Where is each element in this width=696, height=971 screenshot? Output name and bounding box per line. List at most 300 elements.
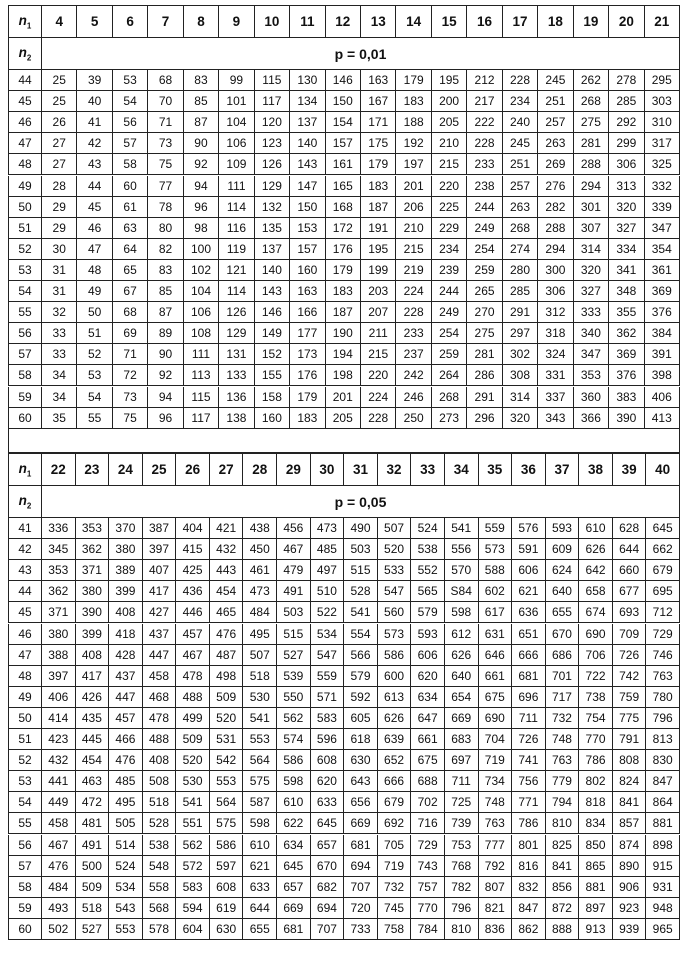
table-cell: 690: [479, 708, 513, 729]
table-cell: 620: [311, 771, 345, 792]
table-cell: 173: [290, 344, 325, 365]
table-cell: 161: [326, 154, 361, 175]
table-cell: 560: [378, 602, 412, 623]
table-cell: 596: [311, 729, 345, 750]
table-cell: 586: [210, 835, 244, 856]
n2-row-header: 52: [8, 750, 42, 771]
table-cell: 704: [479, 729, 513, 750]
table-cell: 588: [479, 560, 513, 581]
table-cell: 306: [609, 154, 644, 175]
table-cell: 89: [148, 323, 183, 344]
table-cell: 166: [290, 302, 325, 323]
table-cell: 408: [143, 750, 177, 771]
table-cell: 534: [109, 877, 143, 898]
table-cell: 56: [113, 112, 148, 133]
table-cell: 670: [546, 624, 580, 645]
table-cell: 187: [326, 302, 361, 323]
table-cell: 499: [176, 708, 210, 729]
table-cell: 646: [479, 645, 513, 666]
table-cell: 270: [467, 302, 502, 323]
table-cell: 179: [361, 154, 396, 175]
table-cell: 30: [42, 239, 77, 260]
table-cell: 205: [432, 112, 467, 133]
table-cell: 578: [143, 919, 177, 940]
table-cell: 509: [176, 729, 210, 750]
table-cell: 269: [538, 154, 573, 175]
table-cell: 428: [109, 645, 143, 666]
table-cell: 78: [148, 197, 183, 218]
table-cell: 530: [176, 771, 210, 792]
table-cell: 586: [277, 750, 311, 771]
table-cell: 575: [210, 813, 244, 834]
table-cell: 753: [445, 835, 479, 856]
table-cell: 251: [538, 91, 573, 112]
table-cell: 369: [609, 344, 644, 365]
table-cell: 362: [42, 581, 76, 602]
table-cell: 183: [396, 91, 431, 112]
table-cell: 92: [148, 365, 183, 386]
n2-row-header: 59: [8, 898, 42, 919]
table-cell: 768: [445, 856, 479, 877]
table-cell: 553: [243, 729, 277, 750]
table-cell: 784: [411, 919, 445, 940]
n2-row-header: 58: [8, 877, 42, 898]
table-cell: 437: [143, 624, 177, 645]
table-cell: 366: [574, 408, 609, 429]
table-cell: 948: [646, 898, 680, 919]
table-cell: 246: [396, 387, 431, 408]
table-cell: 824: [613, 771, 647, 792]
table-cell: 254: [432, 323, 467, 344]
table-cell: 268: [503, 218, 538, 239]
table-cell: 137: [290, 112, 325, 133]
table-cell: 553: [109, 919, 143, 940]
table-cell: 488: [143, 729, 177, 750]
n1-header: 29: [277, 453, 311, 486]
table-cell: 115: [255, 70, 290, 91]
table-cell: 850: [579, 835, 613, 856]
table-cell: 406: [42, 687, 76, 708]
table-cell: 622: [277, 813, 311, 834]
table-cell: 705: [378, 835, 412, 856]
table-cell: 390: [609, 408, 644, 429]
table-cell: 75: [113, 408, 148, 429]
table-cell: 658: [579, 581, 613, 602]
table-cell: 748: [479, 792, 513, 813]
table-cell: 693: [613, 602, 647, 623]
table-cell: 237: [396, 344, 431, 365]
table-cell: 239: [432, 260, 467, 281]
table-cell: 719: [378, 856, 412, 877]
table-cell: 741: [512, 750, 546, 771]
table-cell: 456: [277, 518, 311, 539]
table-cell: 711: [445, 771, 479, 792]
table-cell: 72: [113, 365, 148, 386]
table-cell: 228: [396, 302, 431, 323]
table-cell: 660: [613, 560, 647, 581]
table-cell: 645: [646, 518, 680, 539]
table-cell: 473: [311, 518, 345, 539]
table-cell: 602: [479, 581, 513, 602]
table-cell: 487: [210, 645, 244, 666]
table-cell: 215: [432, 154, 467, 175]
table-cell: 467: [42, 835, 76, 856]
table-cell: 712: [646, 602, 680, 623]
table-cell: 796: [445, 898, 479, 919]
table-cell: 726: [613, 645, 647, 666]
table-cell: 548: [143, 856, 177, 877]
table-cell: 587: [243, 792, 277, 813]
table-cell: 150: [290, 197, 325, 218]
table-cell: 225: [432, 197, 467, 218]
table-cell: 679: [378, 792, 412, 813]
table-cell: 285: [503, 281, 538, 302]
table-cell: 808: [613, 750, 647, 771]
table-cell: 63: [113, 218, 148, 239]
table-cell: 160: [255, 408, 290, 429]
table-cell: 83: [184, 70, 219, 91]
table-cell: 200: [432, 91, 467, 112]
table-cell: 692: [378, 813, 412, 834]
table-cell: 780: [646, 687, 680, 708]
table-cell: 341: [609, 260, 644, 281]
table-cell: 454: [76, 750, 110, 771]
n2-row-header: 49: [8, 176, 42, 197]
table-cell: 307: [574, 218, 609, 239]
table-cell: 610: [579, 518, 613, 539]
table-cell: 677: [613, 581, 647, 602]
table-cell: 541: [176, 792, 210, 813]
n2-row-header: 53: [8, 771, 42, 792]
table-cell: 295: [645, 70, 680, 91]
table-cell: 126: [219, 302, 254, 323]
n1-header: 6: [113, 5, 148, 38]
table-cell: 652: [378, 750, 412, 771]
table-cell: 507: [243, 645, 277, 666]
table-cell: 565: [411, 581, 445, 602]
n1-header: 40: [646, 453, 680, 486]
table-cell: 733: [344, 919, 378, 940]
table-cell: 61: [113, 197, 148, 218]
table-cell: 52: [77, 344, 112, 365]
table-cell: 488: [176, 687, 210, 708]
table-cell: 138: [219, 408, 254, 429]
table-cell: 50: [77, 302, 112, 323]
table-cell: 244: [432, 281, 467, 302]
table-cell: 538: [143, 835, 177, 856]
table-cell: 515: [344, 560, 378, 581]
table-cell: 197: [396, 154, 431, 175]
table-cell: 825: [546, 835, 580, 856]
table-cell: 847: [512, 898, 546, 919]
table-cell: 310: [645, 112, 680, 133]
table-cell: 666: [512, 645, 546, 666]
table-cell: 75: [148, 154, 183, 175]
table-cell: 68: [113, 302, 148, 323]
table-cell: 106: [184, 302, 219, 323]
table-cell: 729: [646, 624, 680, 645]
table-cell: 503: [277, 602, 311, 623]
table-cell: 759: [613, 687, 647, 708]
table-cell: 443: [210, 560, 244, 581]
table-cell: 527: [277, 645, 311, 666]
table-cell: 437: [109, 666, 143, 687]
table-cell: 574: [277, 729, 311, 750]
table-cell: 371: [42, 602, 76, 623]
table-cell: 268: [574, 91, 609, 112]
table-cell: 666: [378, 771, 412, 792]
table-cell: 201: [396, 176, 431, 197]
table-cell: 90: [148, 344, 183, 365]
table-cell: 518: [143, 792, 177, 813]
table-cell: 34: [42, 387, 77, 408]
n2-row-header: 45: [8, 91, 42, 112]
table-cell: 82: [148, 239, 183, 260]
table-cell: 254: [467, 239, 502, 260]
table-cell: 224: [361, 387, 396, 408]
table-cell: 334: [609, 239, 644, 260]
table-cell: 562: [176, 835, 210, 856]
table-cell: 791: [613, 729, 647, 750]
table-cell: 96: [148, 408, 183, 429]
table-cell: 275: [574, 112, 609, 133]
table-cell: 425: [176, 560, 210, 581]
table-cell: 447: [109, 687, 143, 708]
table-cell: 136: [219, 387, 254, 408]
table-cell: 73: [113, 387, 148, 408]
table-cell: 681: [512, 666, 546, 687]
table-cell: 339: [645, 197, 680, 218]
table-cell: 281: [467, 344, 502, 365]
table-cell: 25: [42, 91, 77, 112]
table-cell: 610: [277, 792, 311, 813]
table-cell: 746: [646, 645, 680, 666]
table-cell: 556: [445, 539, 479, 560]
table-cell: 657: [311, 835, 345, 856]
table-cell: 92: [184, 154, 219, 175]
table-cell: 872: [546, 898, 580, 919]
n2-row-header: 58: [8, 365, 42, 386]
table-cell: 779: [546, 771, 580, 792]
table-cell: 132: [255, 197, 290, 218]
table-cell: 756: [512, 771, 546, 792]
table-cell: 965: [646, 919, 680, 940]
table-cell: 42: [77, 133, 112, 154]
table-cell: 541: [243, 708, 277, 729]
table-cell: 655: [243, 919, 277, 940]
table-cell: 498: [210, 666, 244, 687]
table-cell: 380: [109, 539, 143, 560]
table-cell: 108: [184, 323, 219, 344]
table-cell: 763: [546, 750, 580, 771]
table-cell: 215: [361, 344, 396, 365]
table-cell: 404: [176, 518, 210, 539]
table-cell: 559: [479, 518, 513, 539]
table-cell: 242: [396, 365, 431, 386]
table-cell: 617: [479, 602, 513, 623]
n2-row-header: 43: [8, 560, 42, 581]
table-cell: 553: [210, 771, 244, 792]
table-cell: 644: [243, 898, 277, 919]
table-cell: 716: [411, 813, 445, 834]
table-cell: 541: [445, 518, 479, 539]
table-cell: 48: [77, 260, 112, 281]
table-cell: 354: [645, 239, 680, 260]
table-cell: 129: [219, 323, 254, 344]
table-cell: 146: [326, 70, 361, 91]
table-cell: 697: [445, 750, 479, 771]
table-cell: 527: [76, 919, 110, 940]
table-cell: 360: [574, 387, 609, 408]
table-cell: 111: [184, 344, 219, 365]
p-significance-level: p = 0,01: [42, 38, 680, 70]
table-cell: 898: [646, 835, 680, 856]
table-cell: 77: [148, 176, 183, 197]
table-cell: 786: [579, 750, 613, 771]
table-cell: 25: [42, 70, 77, 91]
table-cell: 515: [277, 624, 311, 645]
n2-row-header: 46: [8, 624, 42, 645]
table-cell: 593: [546, 518, 580, 539]
table-cell: 579: [344, 666, 378, 687]
table-cell: 160: [290, 260, 325, 281]
table-cell: 458: [143, 666, 177, 687]
table-cell: 554: [344, 624, 378, 645]
table-cell: 294: [538, 239, 573, 260]
table-cell: 777: [479, 835, 513, 856]
table-cell: 598: [277, 771, 311, 792]
n2-row-header: 55: [8, 813, 42, 834]
table-cell: 696: [512, 687, 546, 708]
table-cell: 179: [290, 387, 325, 408]
table-cell: 598: [445, 602, 479, 623]
table-cell: 923: [613, 898, 647, 919]
table-cell: 320: [503, 408, 538, 429]
table-cell: 206: [396, 197, 431, 218]
table-cell: 675: [479, 687, 513, 708]
table-cell: 509: [210, 687, 244, 708]
table-cell: 376: [645, 302, 680, 323]
table-cell: 505: [109, 813, 143, 834]
table-cell: 832: [512, 877, 546, 898]
table-cell: 630: [210, 919, 244, 940]
table-cell: 606: [411, 645, 445, 666]
table-cell: 176: [326, 239, 361, 260]
table-cell: 220: [432, 176, 467, 197]
table-cell: 291: [503, 302, 538, 323]
table-cell: 87: [184, 112, 219, 133]
table-cell: 534: [311, 624, 345, 645]
table-cell: 219: [396, 260, 431, 281]
table-cell: 171: [361, 112, 396, 133]
table-cell: 742: [613, 666, 647, 687]
n1-header: 24: [109, 453, 143, 486]
n1-header: 13: [361, 5, 396, 38]
table-cell: 467: [277, 539, 311, 560]
table-cell: 493: [42, 898, 76, 919]
table-cell: 391: [645, 344, 680, 365]
table-cell: 195: [361, 239, 396, 260]
table-cell: 465: [210, 602, 244, 623]
table-cell: 229: [432, 218, 467, 239]
table-cell: 29: [42, 197, 77, 218]
table-cell: 163: [290, 281, 325, 302]
table-cell: 508: [143, 771, 177, 792]
table-cell: 770: [579, 729, 613, 750]
table-cell: 224: [396, 281, 431, 302]
table-cell: 509: [76, 877, 110, 898]
table-cell: 31: [42, 260, 77, 281]
table-cell: 199: [361, 260, 396, 281]
table-cell: 294: [574, 176, 609, 197]
table-cell: 336: [42, 518, 76, 539]
p-significance-level: p = 0,05: [42, 486, 680, 518]
table-cell: 939: [613, 919, 647, 940]
table-cell: 457: [176, 624, 210, 645]
table-cell: 399: [76, 624, 110, 645]
table-cell: 64: [113, 239, 148, 260]
table-cell: 347: [645, 218, 680, 239]
table-cell: 153: [290, 218, 325, 239]
n1-header: 34: [445, 453, 479, 486]
table-cell: 133: [219, 365, 254, 386]
table-cell: 143: [290, 154, 325, 175]
table-cell: 85: [148, 281, 183, 302]
table-cell: 317: [645, 133, 680, 154]
n1-header: 17: [503, 5, 538, 38]
table-cell: 520: [210, 708, 244, 729]
table-cell: 406: [645, 387, 680, 408]
table-cell: 70: [148, 91, 183, 112]
n2-row-header: 56: [8, 835, 42, 856]
table-cell: 888: [546, 919, 580, 940]
table-cell: 720: [344, 898, 378, 919]
table-cell: 43: [77, 154, 112, 175]
table-cell: 620: [411, 666, 445, 687]
table-cell: 669: [344, 813, 378, 834]
table-cell: 847: [646, 771, 680, 792]
table-cell: 117: [255, 91, 290, 112]
table-cell: 608: [210, 877, 244, 898]
table-cell: 661: [479, 666, 513, 687]
n2-row-header: 48: [8, 154, 42, 175]
table-cell: 140: [290, 133, 325, 154]
table-cell: 446: [176, 602, 210, 623]
table-cell: 234: [503, 91, 538, 112]
table-cell: 233: [396, 323, 431, 344]
table-cell: 775: [613, 708, 647, 729]
n2-row-header: 50: [8, 197, 42, 218]
table-cell: 347: [574, 344, 609, 365]
n1-label: [8, 5, 42, 38]
table-cell: 841: [613, 792, 647, 813]
n2-row-header: 56: [8, 323, 42, 344]
table-cell: 102: [184, 260, 219, 281]
table-cell: 44: [77, 176, 112, 197]
table-cell: 639: [378, 729, 412, 750]
table-cell: 297: [503, 323, 538, 344]
table-cell: 306: [538, 281, 573, 302]
n1-header: 25: [143, 453, 177, 486]
table-cell: 539: [277, 666, 311, 687]
table-cell: 479: [277, 560, 311, 581]
n2-label: [8, 486, 42, 518]
table-cell: 631: [479, 624, 513, 645]
n2-row-header: 45: [8, 602, 42, 623]
table-cell: 212: [467, 70, 502, 91]
table-cell: 771: [512, 792, 546, 813]
table-cell: 796: [646, 708, 680, 729]
